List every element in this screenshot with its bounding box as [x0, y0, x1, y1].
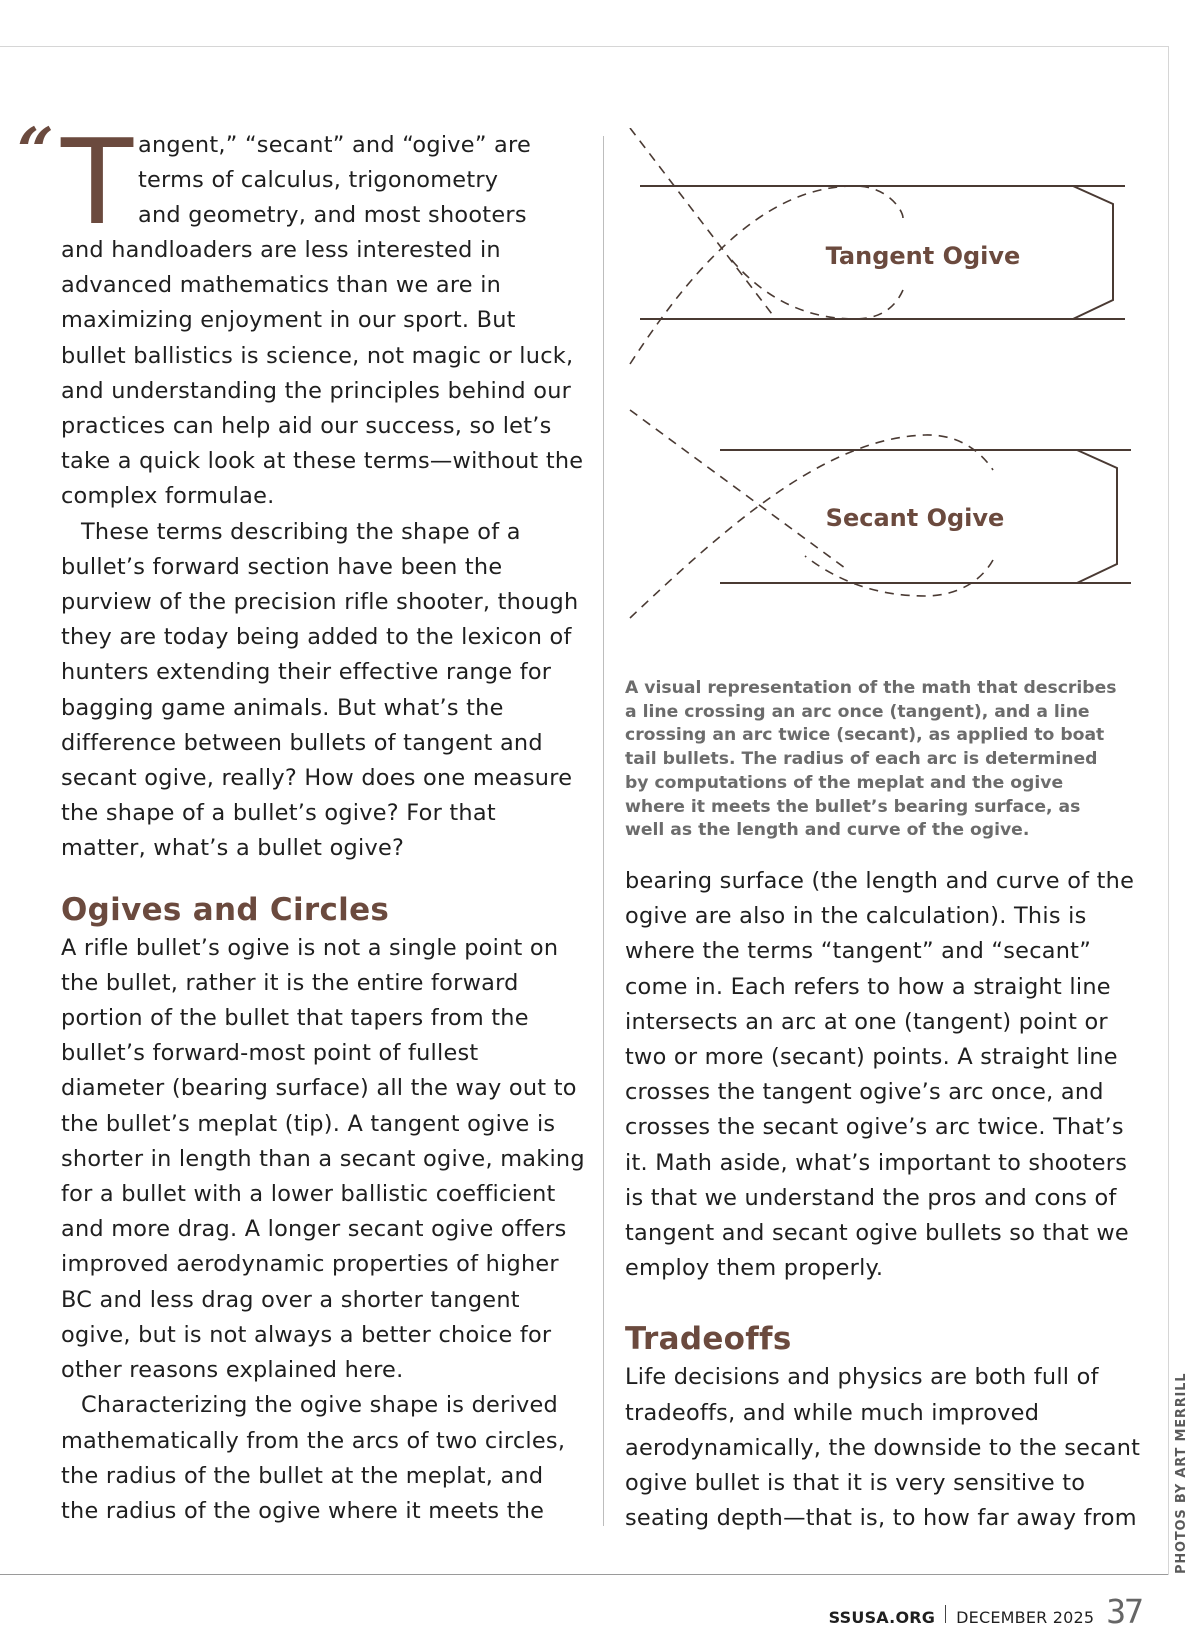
body-paragraph-5: bearing surface (the length and curve of the ogive are also in the calculation). This is where the terms “tangent” and “secant” come in. Each refers to how a straight line intersects an arc at one (tangent) point or two or more (secant) points. A straight line crosses the tangent ogive’s arc once, and crosses the secant ogive’s arc twice. That’s it. Math aside, what’s important to shooters is that we understand the pros and cons of tangent and secant ogive bullets so that we employ them properly.	[625, 868, 1135, 1282]
subhead-ogives-and-circles: Ogives and Circles	[61, 891, 390, 928]
intro-paragraph-continued: and handloaders are less interested in advanced mathematics than we are in maximizing enjoyment in our sport. But bullet ballistics is science, not magic or luck, and understanding the principles behind our practices can help aid our success, so let’s take a quick look at these terms—without the complex formulae.	[61, 237, 584, 510]
ogive-diagram	[625, 128, 1165, 658]
tangent-boat-tail	[1073, 186, 1113, 319]
drop-cap-lines	[138, 128, 598, 234]
subhead-tradeoffs: Tradeoffs	[625, 1321, 792, 1358]
photo-credit: PHOTOS BY ART MERRILL	[1174, 1372, 1189, 1574]
secant-ogive-label: Secant Ogive	[825, 504, 1005, 532]
drop-cap: T	[61, 113, 134, 251]
column-divider	[603, 136, 604, 1526]
footer-site: SSUSA.ORG	[828, 1608, 936, 1627]
left-column	[17, 113, 586, 1529]
tangent-ogive-label: Tangent Ogive	[825, 242, 1021, 270]
intro-line-2: terms of calculus, trigonometry	[138, 167, 499, 194]
intro-line-1: angent,” “secant” and “ogive” are	[138, 132, 532, 158]
article-opening	[17, 113, 586, 251]
tangent-upper-arc	[630, 186, 903, 364]
frame-top-rule	[0, 46, 1168, 47]
tangent-straight-line	[630, 128, 775, 318]
right-column	[625, 864, 1145, 1536]
page-number: 37	[1106, 1592, 1142, 1631]
body-paragraph-6: Life decisions and physics are both full of tradeoffs, and while much improved aerodynamically, the downside to the secant ogive bullet is that it is very sensitive to seating depth—that is, to how far away from	[625, 1364, 1141, 1532]
ogive-diagram-svg	[625, 128, 1165, 658]
intro-line-3: and geometry, and most shooters	[138, 202, 527, 229]
frame-right-rule	[1168, 46, 1169, 1575]
footer-separator	[945, 1605, 946, 1623]
page-footer	[829, 1592, 1142, 1636]
footer-issue-date: DECEMBER 2025	[956, 1608, 1095, 1627]
secant-straight-line	[630, 410, 845, 568]
diagram-caption: A visual representation of the math that describes a line crossing an arc once (tangent), and a line crossing an arc twice (secant), as applied to boat tail bullets. The radius of each arc is determined by computations of the meplat and the ogive where it meets the bullet’s bearing surface, as well as the length and curve of the ogive.	[625, 678, 1117, 841]
body-paragraph-4: Characterizing the ogive shape is derived mathematically from the arcs of two circles, the radius of the bullet at the meplat, and the radius of the ogive where it meets the	[61, 1392, 566, 1524]
open-quote-mark: “	[17, 114, 55, 189]
body-paragraph-3: A rifle bullet’s ogive is not a single point on the bullet, rather it is the entire forward portion of the bullet that tapers from the bullet’s forward-most point of fullest diameter (bearing surface) all the way out to the bullet’s meplat (tip). A tangent ogive is shorter in length than a secant ogive, making for a bullet with a lower ballistic coefficient and more drag. A longer secant ogive offers improved aerodynamic properties of higher BC and less drag over a shorter tangent ogive, but is not always a better choice for other reasons explained here.	[61, 934, 585, 1384]
frame-bottom-rule	[0, 1574, 1168, 1575]
secant-boat-tail	[1077, 450, 1117, 583]
secant-lower-arc	[805, 556, 993, 596]
body-paragraph-2: These terms describing the shape of a bullet’s forward section have been the purview of the precision rifle shooter, though they are today being added to the lexicon of hunters extending their effective range for bagging game animals. But what’s the difference between bullets of tangent and secant ogive, really? How does one measure the shape of a bullet’s ogive? For that matter, what’s a bullet ogive?	[61, 518, 579, 862]
